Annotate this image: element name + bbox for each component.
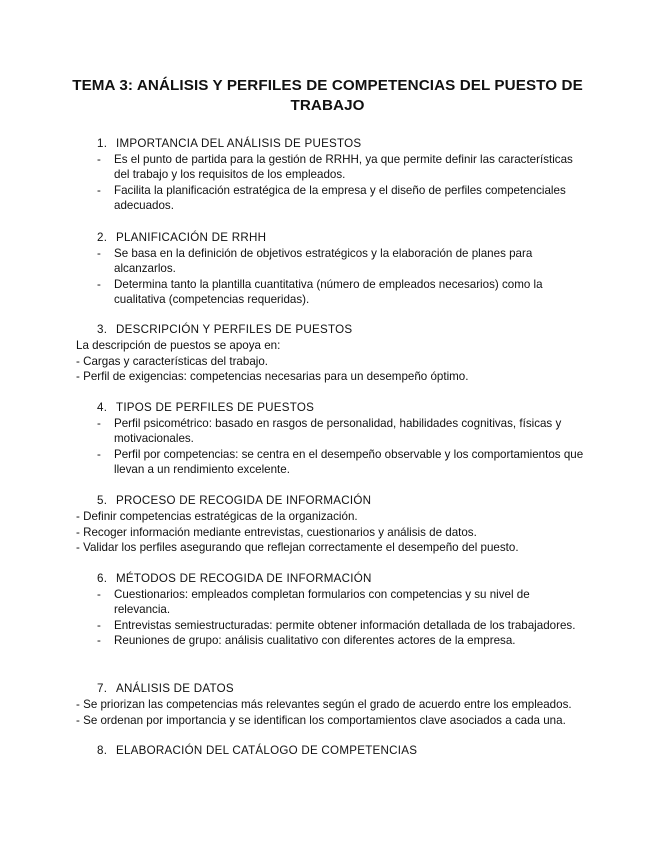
section-heading [76, 743, 586, 759]
body-line: - Recoger información mediante entrevistas, cuestionarios y análisis de datos. [76, 525, 477, 539]
section-2 [76, 230, 586, 308]
bullet-list [76, 152, 586, 214]
dash-marker: - [97, 587, 101, 601]
section-heading [76, 322, 586, 338]
section-number: 2. [97, 231, 108, 244]
dash-marker: - [97, 183, 101, 197]
section-title: ANÁLISIS DE DATOS [116, 682, 234, 695]
body-line: - Perfil de exigencias: competencias necesarias para un desempeño óptimo. [76, 370, 469, 383]
dash-marker: - [97, 618, 101, 632]
bullet-list [76, 246, 586, 308]
section-heading [76, 230, 586, 246]
section-number: 3. [97, 323, 108, 336]
list-item: - Se basa en la definición de objetivos estratégicos y la elaboración de planes para alcanzarlos. [97, 246, 533, 275]
section-title: TIPOS DE PERFILES DE PUESTOS [116, 401, 315, 414]
dash-marker: - [97, 152, 101, 166]
dash-marker: - [97, 416, 101, 430]
section-number: 1. [97, 137, 108, 150]
section-1 [76, 136, 586, 214]
section-number: 6. [97, 572, 108, 585]
bullet-list [76, 587, 586, 649]
section-5 [76, 493, 586, 509]
section-number: 4. [97, 401, 108, 414]
dash-marker: - [97, 447, 101, 461]
section-title: IMPORTANCIA DEL ANÁLISIS DE PUESTOS [116, 137, 362, 150]
section-5-body [76, 509, 596, 556]
dash-marker: - [97, 634, 101, 647]
section-8 [76, 743, 586, 759]
body-line: - Definir competencias estratégicas de la organización. [76, 510, 358, 523]
body-line: - Cargas y características del trabajo. [76, 354, 269, 368]
list-item: - Perfil psicométrico: basado en rasgos de personalidad, habilidades cognitivas, físicas y motivacionales. [97, 416, 562, 445]
section-3-body [76, 338, 586, 385]
section-heading [76, 681, 586, 697]
section-heading [76, 493, 586, 509]
page-title: TEMA 3: ANÁLISIS Y PERFILES DE COMPETENCIAS DEL PUESTO DE TRABAJO [72, 77, 583, 114]
list-item: - Entrevistas semiestructuradas: permite obtener información detallada de los trabajadores. [97, 618, 576, 632]
section-title: MÉTODOS DE RECOGIDA DE INFORMACIÓN [116, 572, 372, 585]
list-item: - Reuniones de grupo: análisis cualitativo con diferentes actores de la empresa. [97, 634, 516, 647]
section-6 [76, 571, 586, 649]
body-line: - Se priorizan las competencias más relevantes según el grado de acuerdo entre los empleados. [76, 698, 572, 711]
section-heading [76, 400, 586, 416]
list-item: - Determina tanto la plantilla cuantitativa (número de empleados necesarios) como la cualitativa (competencias requeridas). [97, 277, 543, 306]
section-7 [76, 681, 586, 697]
list-item: - Perfil por competencias: se centra en el desempeño observable y los comportamientos que llevan a un rendimiento excelente. [97, 447, 584, 476]
section-heading [76, 571, 586, 587]
body-line: La descripción de puestos se apoya en: [76, 339, 281, 352]
body-line: - Validar los perfiles asegurando que reflejan correctamente el desempeño del puesto. [76, 541, 519, 554]
section-number: 5. [97, 494, 108, 507]
dash-marker: - [97, 277, 101, 291]
section-number: 8. [97, 744, 108, 757]
section-3 [76, 322, 586, 338]
section-title: PLANIFICACIÓN DE RRHH [116, 231, 267, 244]
list-item: - Cuestionarios: empleados completan formularios con competencias y su nivel de relevancia. [97, 587, 530, 616]
section-7-body [76, 697, 581, 728]
dash-marker: - [97, 246, 101, 260]
list-item: - Facilita la planificación estratégica de la empresa y el diseño de perfiles competenciales adecuados. [97, 183, 566, 212]
section-4 [76, 400, 586, 478]
section-number: 7. [97, 682, 108, 695]
section-heading [76, 136, 586, 152]
section-title: DESCRIPCIÓN Y PERFILES DE PUESTOS [116, 323, 353, 336]
list-item: - Es el punto de partida para la gestión de RRHH, ya que permite definir las características del trabajo y los requisitos de los empleados. [97, 152, 573, 181]
section-title: PROCESO DE RECOGIDA DE INFORMACIÓN [116, 494, 372, 507]
bullet-list [76, 416, 586, 478]
body-line: - Se ordenan por importancia y se identifican los comportamientos clave asociados a cada una. [76, 713, 566, 727]
section-title: ELABORACIÓN DEL CATÁLOGO DE COMPETENCIAS [116, 744, 418, 757]
